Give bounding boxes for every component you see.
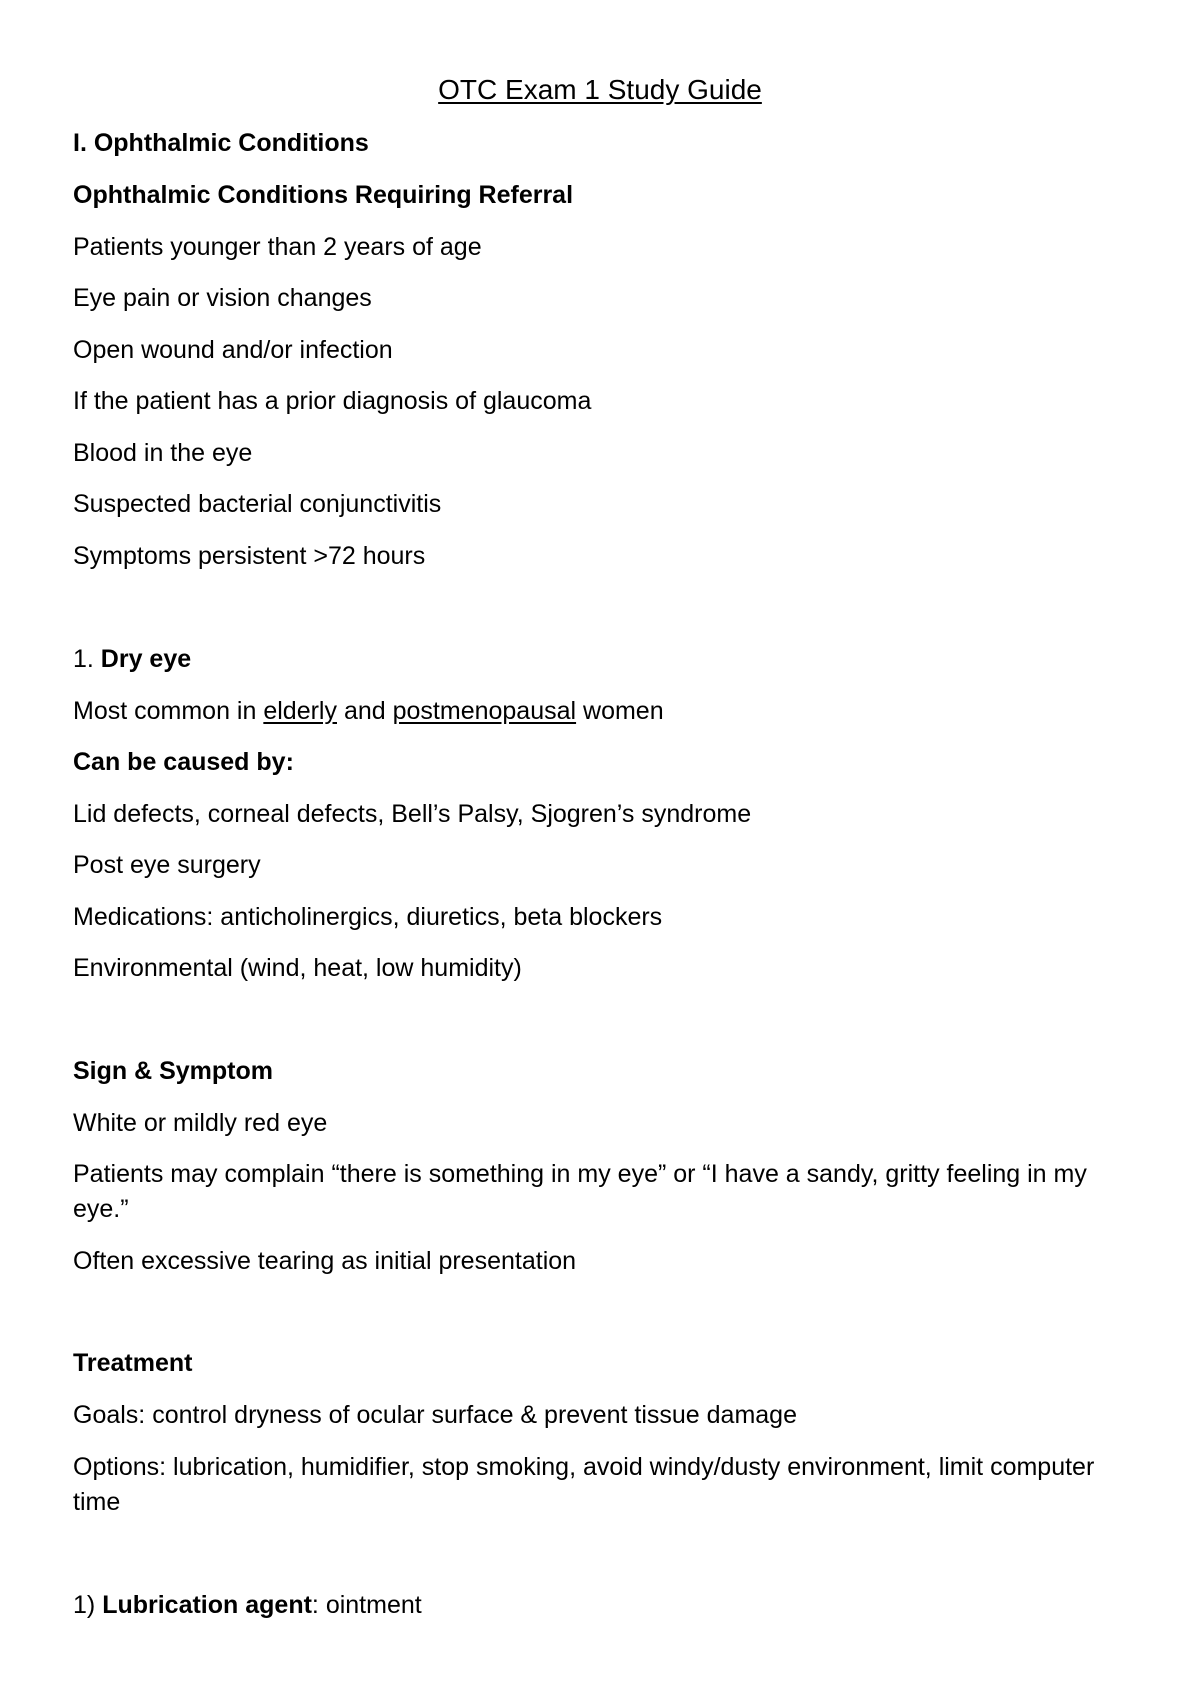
common-elderly: elderly: [263, 697, 337, 725]
sign-item: White or mildly red eye: [73, 1109, 328, 1137]
lubrication-line: [73, 1588, 1133, 1623]
dry-eye-number: 1.: [73, 645, 101, 673]
treatment-goals: Goals: control dryness of ocular surface & prevent tissue damage: [73, 1401, 797, 1429]
sign-heading: Sign & Symptom: [73, 1057, 274, 1085]
referral-item: Blood in the eye: [73, 439, 253, 467]
cause-item: Medications: anticholinergics, diuretics, beta blockers: [73, 903, 663, 931]
referral-item: Suspected bacterial conjunctivitis: [73, 490, 442, 518]
treatment-options: Options: lubrication, humidifier, stop smoking, avoid windy/dusty environment, limit computer time: [73, 1453, 1095, 1516]
document-title: OTC Exam 1 Study Guide: [438, 74, 762, 105]
lubrication-number: 1): [73, 1591, 103, 1619]
caused-heading: Can be caused by:: [73, 748, 294, 776]
referral-item: Eye pain or vision changes: [73, 284, 372, 312]
referral-item: Open wound and/or infection: [73, 336, 393, 364]
common-prefix: Most common in: [73, 697, 264, 725]
treatment-heading: Treatment: [73, 1349, 193, 1377]
common-suffix: women: [576, 697, 664, 725]
dry-eye-common: [73, 694, 1133, 729]
sign-item: Patients may complain “there is something in my eye” or “I have a sandy, gritty feeling in my eye.”: [73, 1160, 1087, 1223]
dry-eye-title: Dry eye: [100, 645, 192, 673]
cause-item: Environmental (wind, heat, low humidity): [73, 954, 522, 982]
common-mid: and: [337, 697, 393, 725]
referral-item: If the patient has a prior diagnosis of glaucoma: [73, 387, 592, 415]
lubrication-heading: Lubrication agent: [102, 1591, 312, 1619]
referral-item: Symptoms persistent >72 hours: [73, 542, 426, 570]
lubrication-suffix: : ointment: [311, 1591, 422, 1619]
common-postmenopausal: postmenopausal: [392, 697, 577, 725]
cause-item: Lid defects, corneal defects, Bell’s Palsy, Sjogren’s syndrome: [73, 800, 752, 828]
section-heading: I. Ophthalmic Conditions: [73, 129, 369, 157]
dry-eye-heading: [73, 642, 1133, 677]
sign-item: Often excessive tearing as initial presentation: [73, 1247, 577, 1275]
referral-heading: Ophthalmic Conditions Requiring Referral: [73, 181, 574, 209]
referral-item: Patients younger than 2 years of age: [73, 233, 482, 261]
cause-item: Post eye surgery: [73, 851, 261, 879]
